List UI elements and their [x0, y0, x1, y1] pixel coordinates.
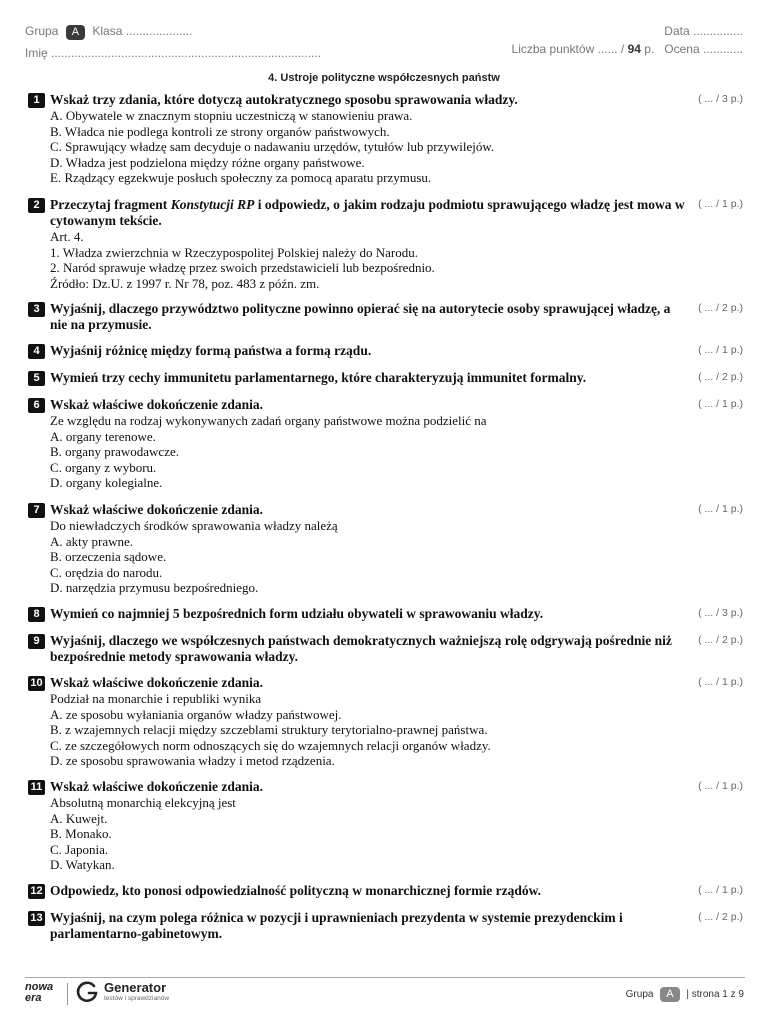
question-points: ( ... / 1 p.) — [698, 884, 743, 896]
question-6 — [28, 397, 743, 491]
grade-label: Ocena ............ — [664, 42, 743, 56]
question-text: Wskaż właściwe dokończenie zdania. — [50, 397, 264, 412]
source-line: 2. Naród sprawuje władzę przez swoich przedstawicieli lub bezpośrednio. — [50, 260, 435, 276]
question-points: ( ... / 1 p.) — [698, 344, 743, 356]
question-text: Wyjaśnij różnicę między formą państwa a formą rządu. — [50, 343, 372, 358]
question-points: ( ... / 2 p.) — [698, 302, 743, 314]
name-field: Imię ................................................................................. — [25, 46, 322, 60]
points-label: Liczba punktów ...... / — [511, 42, 628, 56]
question-text: Wskaż właściwe dokończenie zdania. — [50, 675, 264, 690]
option: A. akty prawne. — [50, 533, 134, 549]
question-text: Wskaż właściwe dokończenie zdania. — [50, 502, 264, 517]
option: D. narzędzia przymusu bezpośredniego. — [50, 580, 259, 596]
option: B. orzeczenia sądowe. — [50, 549, 167, 565]
answer-options — [50, 108, 743, 186]
footer-group-badge: A — [660, 987, 679, 1002]
date-field: Data ............... — [664, 24, 743, 38]
generator-logo — [104, 981, 169, 1003]
option: C. orędzia do narodu. — [50, 564, 163, 580]
option: C. Japonia. — [50, 841, 109, 857]
question-text-part: Przeczytaj fragment — [50, 197, 171, 212]
question-1 — [28, 92, 743, 186]
option-stem: Do niewładczych środków sprawowania władzy należą — [50, 518, 338, 533]
question-5 — [28, 370, 743, 386]
option: A. organy terenowe. — [50, 428, 156, 444]
question-number: 6 — [28, 398, 45, 413]
source-line: 1. Władza zwierzchnia w Rzeczypospolitej Polskiej należy do Narodu. — [50, 244, 418, 260]
question-13 — [28, 910, 743, 942]
option: B. Władca nie podlega kontroli ze strony organów państwowych. — [50, 123, 390, 139]
question-number: 7 — [28, 503, 45, 518]
question-number: 11 — [28, 780, 45, 795]
generator-logo-icon — [76, 980, 100, 1004]
option-stem: Podział na monarchie i republiki wynika — [50, 691, 262, 706]
option-stem: Absolutną monarchią elekcyjną jest — [50, 795, 236, 810]
footer-divider — [25, 977, 745, 978]
quoted-source — [50, 229, 743, 291]
option: B. Monako. — [50, 826, 112, 842]
page-number: | strona 1 z 9 — [686, 989, 744, 1000]
question-points: ( ... / 1 p.) — [698, 503, 743, 515]
option: B. organy prawodawcze. — [50, 444, 179, 460]
nowa-era-logo — [25, 982, 53, 1004]
question-number: 4 — [28, 344, 45, 359]
question-text: Wyjaśnij, dlaczego we współczesnych państwach demokratycznych ważniejszą rolę odgrywają pośrednie niż bezpośrednie metody sprawowania władzy. — [50, 633, 672, 664]
question-text: Wymień co najmniej 5 bezpośrednich form udziału obywateli w sprawowaniu władzy. — [50, 606, 544, 621]
page-footer-info — [626, 987, 744, 1002]
question-number: 12 — [28, 884, 45, 899]
answer-options — [50, 691, 743, 769]
question-4 — [28, 343, 743, 359]
generator-title: Generator — [104, 980, 167, 995]
option: A. Kuwejt. — [50, 810, 108, 826]
question-points: ( ... / 2 p.) — [698, 911, 743, 923]
question-number: 9 — [28, 634, 45, 649]
question-8 — [28, 606, 743, 622]
option: E. Rządzący egzekwuje posłuch społeczny za pomocą aparatu przymusu. — [50, 170, 432, 186]
option: B. z wzajemnych relacji między szczeblami struktury terytorialno-prawnej państwa. — [50, 722, 488, 738]
option: D. ze sposobu sprawowania władzy i metod rządzenia. — [50, 753, 335, 769]
question-text: Wskaż właściwe dokończenie zdania. — [50, 779, 264, 794]
question-text-part: i odpowiedz, o jakim rodzaju podmiotu sprawującego władzę jest mowa w cytowanym tekście. — [50, 197, 685, 228]
option: C. ze szczegółowych norm odnoszących się do wzajemnych relacji organów władzy. — [50, 737, 491, 753]
question-points: ( ... / 1 p.) — [698, 780, 743, 792]
question-9 — [28, 633, 743, 665]
group-badge: A — [66, 25, 85, 40]
question-2 — [28, 197, 743, 291]
question-points: ( ... / 3 p.) — [698, 607, 743, 619]
question-points: ( ... / 1 p.) — [698, 198, 743, 210]
group-label: Grupa — [25, 24, 59, 38]
answer-options — [50, 518, 743, 596]
question-text-emphasis: Konstytucji RP — [170, 197, 255, 212]
question-points: ( ... / 2 p.) — [698, 371, 743, 383]
question-7 — [28, 502, 743, 596]
points-field — [512, 42, 743, 56]
question-text: Wyjaśnij, dlaczego przywództwo polityczne powinno opierać się na autorytecie osoby sprawującej władzę, a nie na przymusie. — [50, 301, 671, 332]
question-number: 2 — [28, 198, 45, 213]
class-label: Klasa .................... — [92, 24, 193, 38]
answer-options — [50, 795, 743, 873]
option: D. organy kolegialne. — [50, 475, 163, 491]
option: A. Obywatele w znacznym stopniu uczestniczą w stanowieniu prawa. — [50, 108, 413, 123]
source-line: Art. 4. — [50, 229, 84, 244]
logo-text: nowa — [25, 981, 54, 993]
option: C. Sprawujący władzę sam decyduje o nadawaniu urzędów, tytułów lub przywilejów. — [50, 139, 495, 155]
question-number: 3 — [28, 302, 45, 317]
question-number: 5 — [28, 371, 45, 386]
option: C. organy z wyboru. — [50, 459, 157, 475]
question-points: ( ... / 1 p.) — [698, 398, 743, 410]
question-3 — [28, 301, 743, 333]
page-title: 4. Ustroje polityczne współczesnych państw — [268, 72, 500, 84]
question-12 — [28, 883, 743, 899]
question-text: Wymień trzy cechy immunitetu parlamentarnego, które charakteryzują immunitet formalny. — [50, 370, 587, 385]
question-number: 10 — [28, 676, 45, 691]
source-line: Źródło: Dz.U. z 1997 r. Nr 78, poz. 483 z późn. zm. — [50, 275, 320, 291]
points-total: 94 — [627, 42, 641, 56]
question-10 — [28, 675, 743, 769]
question-text: Wskaż trzy zdania, które dotyczą autokratycznego sposobu sprawowania władzy. — [50, 92, 518, 107]
question-text: Odpowiedz, kto ponosi odpowiedzialność polityczną w monarchicznej formie rządów. — [50, 883, 541, 898]
question-text: Wyjaśnij, na czym polega różnica w pozycji i uprawnieniach prezydenta w systemie prezydenckim i parlamentarno-gabinetowym. — [50, 910, 623, 941]
points-unit: p. — [640, 42, 655, 56]
question-points: ( ... / 1 p.) — [698, 676, 743, 688]
answer-options — [50, 413, 743, 491]
logo-separator — [67, 983, 68, 1005]
option: D. Watykan. — [50, 857, 115, 873]
question-number: 8 — [28, 607, 45, 622]
option-stem: Ze względu na rodzaj wykonywanych zadań organy państwowe można podzielić na — [50, 413, 487, 428]
question-points: ( ... / 2 p.) — [698, 634, 743, 646]
footer-group-label: Grupa — [625, 989, 654, 1000]
question-11 — [28, 779, 743, 873]
question-text — [50, 197, 690, 229]
option: A. ze sposobu wyłaniania organów władzy państwowej. — [50, 706, 342, 722]
question-number: 13 — [28, 911, 45, 926]
question-number: 1 — [28, 93, 45, 108]
option: D. Władza jest podzielona między różne organy państwowe. — [50, 154, 365, 170]
question-points: ( ... / 3 p.) — [698, 93, 743, 105]
group-field — [25, 24, 192, 40]
logo-text: era — [25, 992, 42, 1004]
generator-subtitle: testów i sprawdzianów — [104, 995, 170, 1002]
